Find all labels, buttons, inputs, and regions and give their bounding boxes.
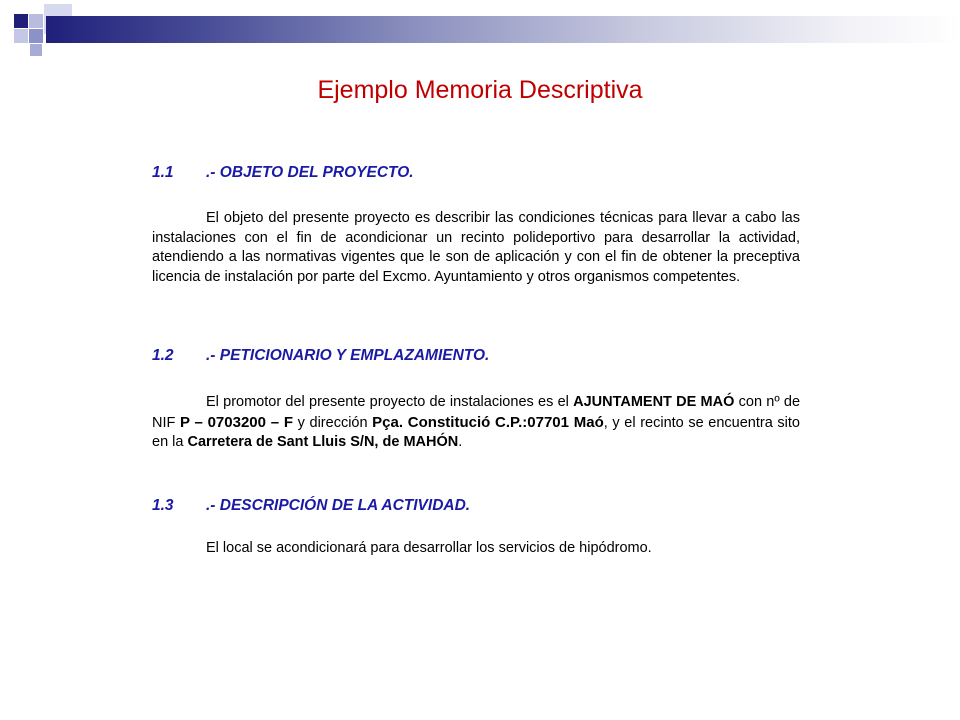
paragraph-end: . — [458, 434, 463, 450]
section-number: 1.2 — [152, 347, 174, 364]
decor-square — [30, 44, 42, 56]
nif-label: con nº de NIF — [152, 394, 801, 431]
decor-square — [14, 29, 28, 43]
address-label: y dirección — [293, 414, 373, 431]
owner-name: AJUNTAMENT DE MAÓ — [573, 394, 735, 410]
site-label: , y el recinto se encuentra sito en la — [152, 414, 800, 450]
section-title: .- OBJETO DEL PROYECTO. — [206, 164, 414, 181]
section-paragraph-1-3 — [152, 539, 800, 559]
decor-square — [29, 29, 43, 43]
paragraph-intro: El promotor del presente proyecto de instalaciones es el — [206, 394, 574, 410]
section-number: 1.3 — [152, 497, 174, 514]
paragraph-text: El objeto del presente proyecto es describir las condiciones técnicas para llevar a cabo las instalaciones con el fin de acondicionar un recinto polideportivo para desarrollar la actividad, atendiendo a las normativas vigentes que le son de aplicación y con el fin de obtener la preceptiva licencia de instalación por parte del Excmo. Ayuntamiento y otros organismos competentes. — [152, 210, 800, 285]
paragraph-text: El local se acondicionará para desarrollar los servicios de hipódromo. — [206, 540, 652, 556]
nif-value: P – 0703200 – F — [179, 413, 294, 431]
address-value: Pça. Constitució C.P.:07701 Maó — [372, 413, 604, 431]
header-gradient-bar — [46, 16, 960, 43]
site-value: Carretera de Sant Lluis S/N, de MAHÓN — [187, 434, 459, 450]
section-heading-1-1 — [152, 164, 414, 182]
decor-square — [14, 14, 28, 28]
decor-square — [29, 14, 43, 28]
section-title: .- DESCRIPCIÓN DE LA ACTIVIDAD. — [206, 497, 471, 514]
section-number: 1.1 — [152, 164, 174, 181]
section-heading-1-2 — [152, 347, 489, 365]
section-paragraph-1-2 — [152, 393, 800, 453]
section-paragraph-1-1 — [152, 209, 800, 287]
section-heading-1-3 — [152, 497, 470, 515]
slide-title: Ejemplo Memoria Descriptiva — [317, 76, 643, 104]
section-title: .- PETICIONARIO Y EMPLAZAMIENTO. — [206, 347, 490, 364]
